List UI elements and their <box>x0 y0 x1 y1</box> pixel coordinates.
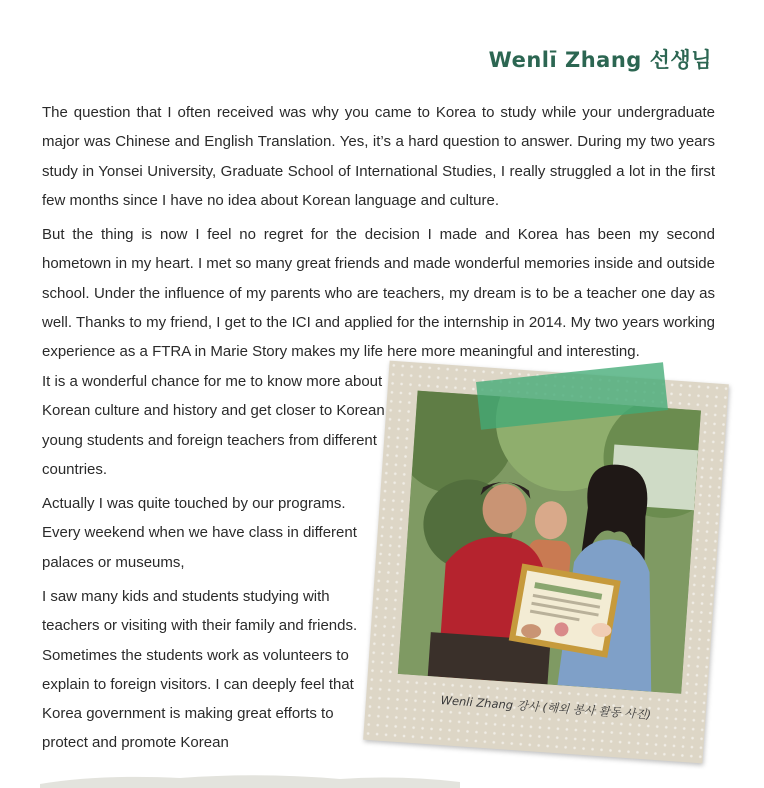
paragraph-1: The question that I often received was why you came to Korea to study while your undergraduate major was Chinese and English Translation. Yes, it’s a hard question to answer. During my two years study in Yonsei University, Graduate School of International Studies, I really struggled a lot in the first few months since I have no idea about Korean language and culture. <box>42 104 715 209</box>
page-title: Wenlī Zhang 선생님 <box>488 48 712 72</box>
paragraph-4: Actually I was quite touched by our programs. Every weekend when we have class in different palaces or museums, <box>42 495 357 571</box>
paragraph-5: I saw many kids and students studying with teachers or visiting with their family and friends. Sometimes the students work as volunteers to explain to foreign visitors. I can deeply feel that Korea government is making great efforts to protect and promote Korean <box>42 588 358 752</box>
photo-caption: Wenli Zhang 강사 (해외 봉사 활동 사진) <box>440 693 652 722</box>
photo-illustration <box>398 391 701 694</box>
photo <box>398 391 701 694</box>
paragraph-3: It is a wonderful chance for me to know more about Korean culture and history and get closer to Korean young students and foreign teachers from different countries. <box>42 373 385 478</box>
brush-stroke <box>40 770 460 788</box>
paragraph-2: But the thing is now I feel no regret for the decision I made and Korea has been my second hometown in my heart. I met so many great friends and made wonderful memories inside and outside school. Under the influence of my parents who are teachers, my dream is to be a teacher one day as well. Thanks to my friend, I get to the ICI and applied for the internship in 2014. My two years working experience as a FTRA in Marie Story makes my life here more meaningful and interesting. <box>42 226 715 361</box>
